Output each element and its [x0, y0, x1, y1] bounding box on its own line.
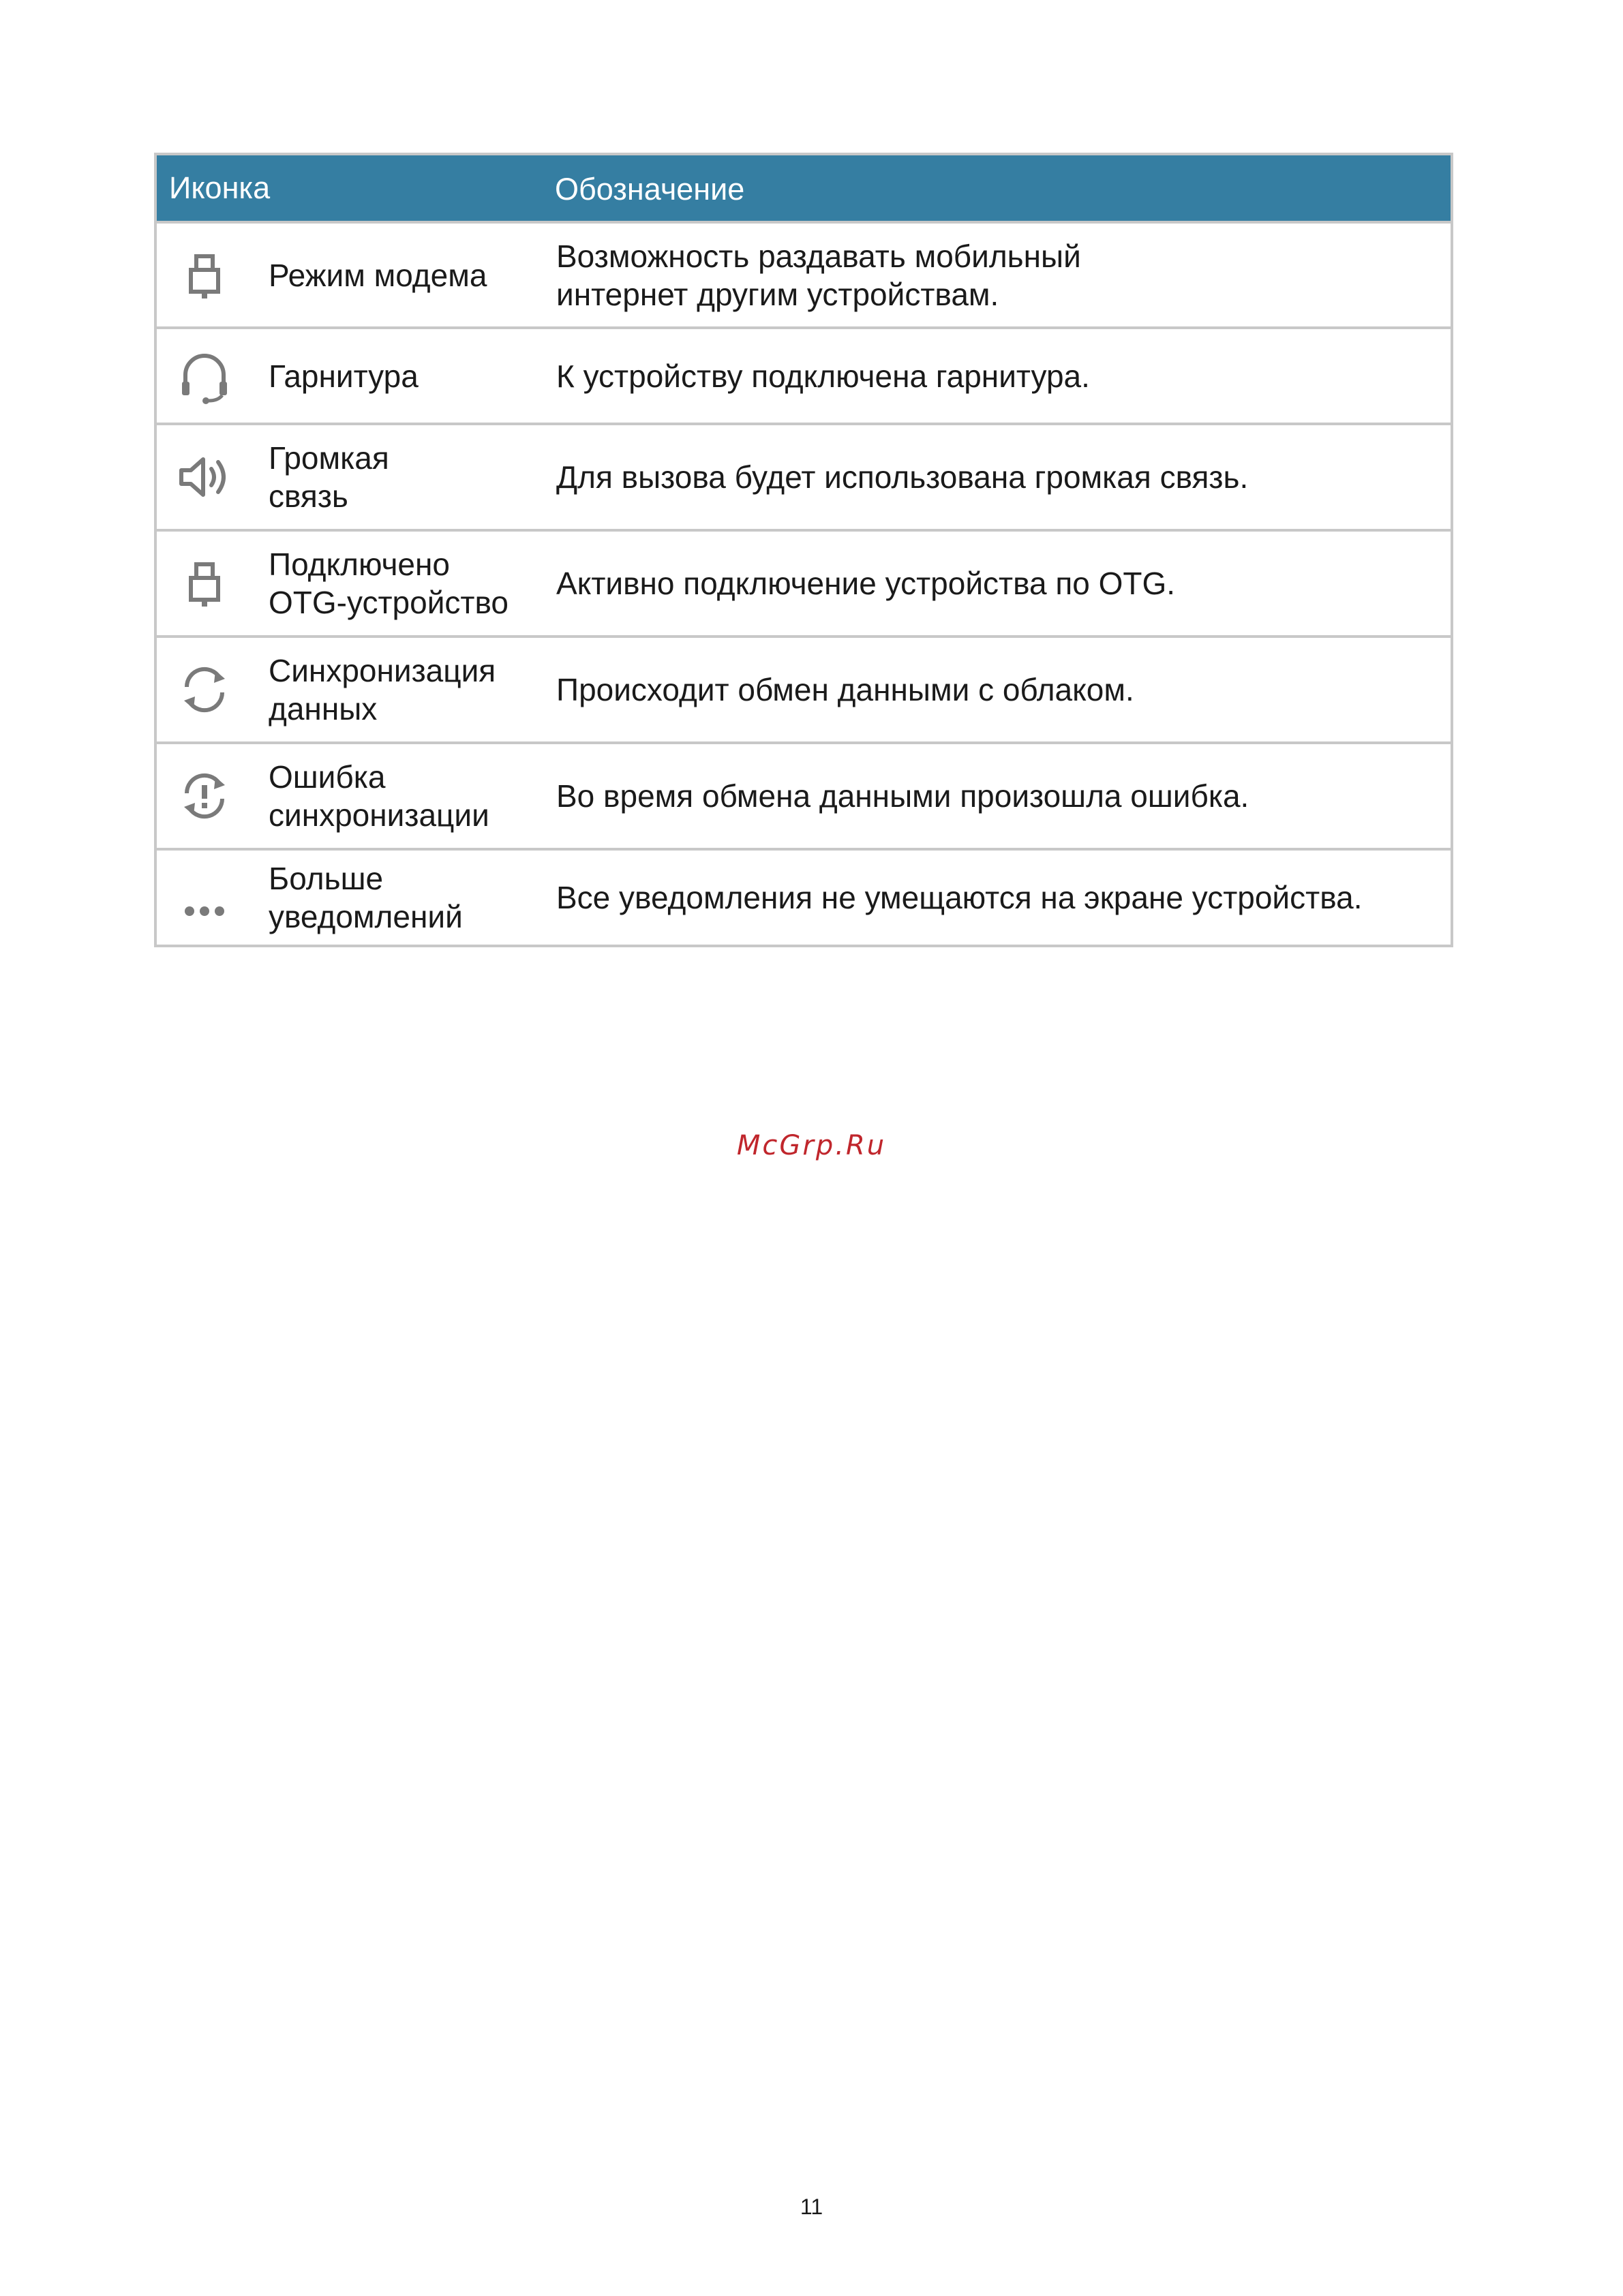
row-description: Активно подключение устройства по OTG.: [556, 566, 1176, 601]
row-description: Происходит обмен данными с облаком.: [556, 672, 1134, 707]
table-row: [157, 221, 1451, 326]
row-description: Возможность раздавать мобильный интернет другим устройствам.: [556, 238, 1081, 312]
table-row: [157, 423, 1451, 529]
table-row: [157, 529, 1451, 635]
table-row: [157, 741, 1451, 848]
headset-icon: [170, 342, 239, 410]
usb-otg-icon: [170, 549, 239, 617]
speaker-icon: [170, 443, 239, 511]
row-name: Ошибка синхронизации: [269, 759, 489, 833]
header-description-column: Обозначение: [555, 172, 745, 206]
row-name: Больше уведомлений: [269, 861, 463, 934]
table-row: [157, 848, 1451, 945]
row-name: Подключено OTG-устройство: [269, 547, 509, 620]
row-description: Для вызова будет использована громкая связь.: [556, 459, 1249, 495]
row-description: Во время обмена данными произошла ошибка.: [556, 778, 1249, 814]
sync-error-icon: [170, 762, 239, 830]
row-name: Синхронизация данных: [269, 653, 496, 726]
row-name: Гарнитура: [269, 358, 419, 394]
table-header: [157, 155, 1451, 221]
usb-tether-icon: [170, 241, 239, 309]
watermark: McGrp.Ru: [736, 1130, 887, 1161]
table-row: [157, 635, 1451, 741]
row-description: Все уведомления не умещаются на экране устройства.: [556, 880, 1363, 915]
more-dots-icon: [170, 863, 239, 932]
page-number: 11: [800, 2194, 823, 2219]
row-description: К устройству подключена гарнитура.: [556, 358, 1090, 394]
row-name: Громкая связь: [269, 440, 389, 514]
row-name: Режим модема: [269, 257, 487, 293]
table-row: [157, 326, 1451, 423]
header-icon-column: Иконка: [169, 170, 271, 205]
icon-legend-table: [154, 153, 1453, 947]
sync-icon: [170, 656, 239, 724]
